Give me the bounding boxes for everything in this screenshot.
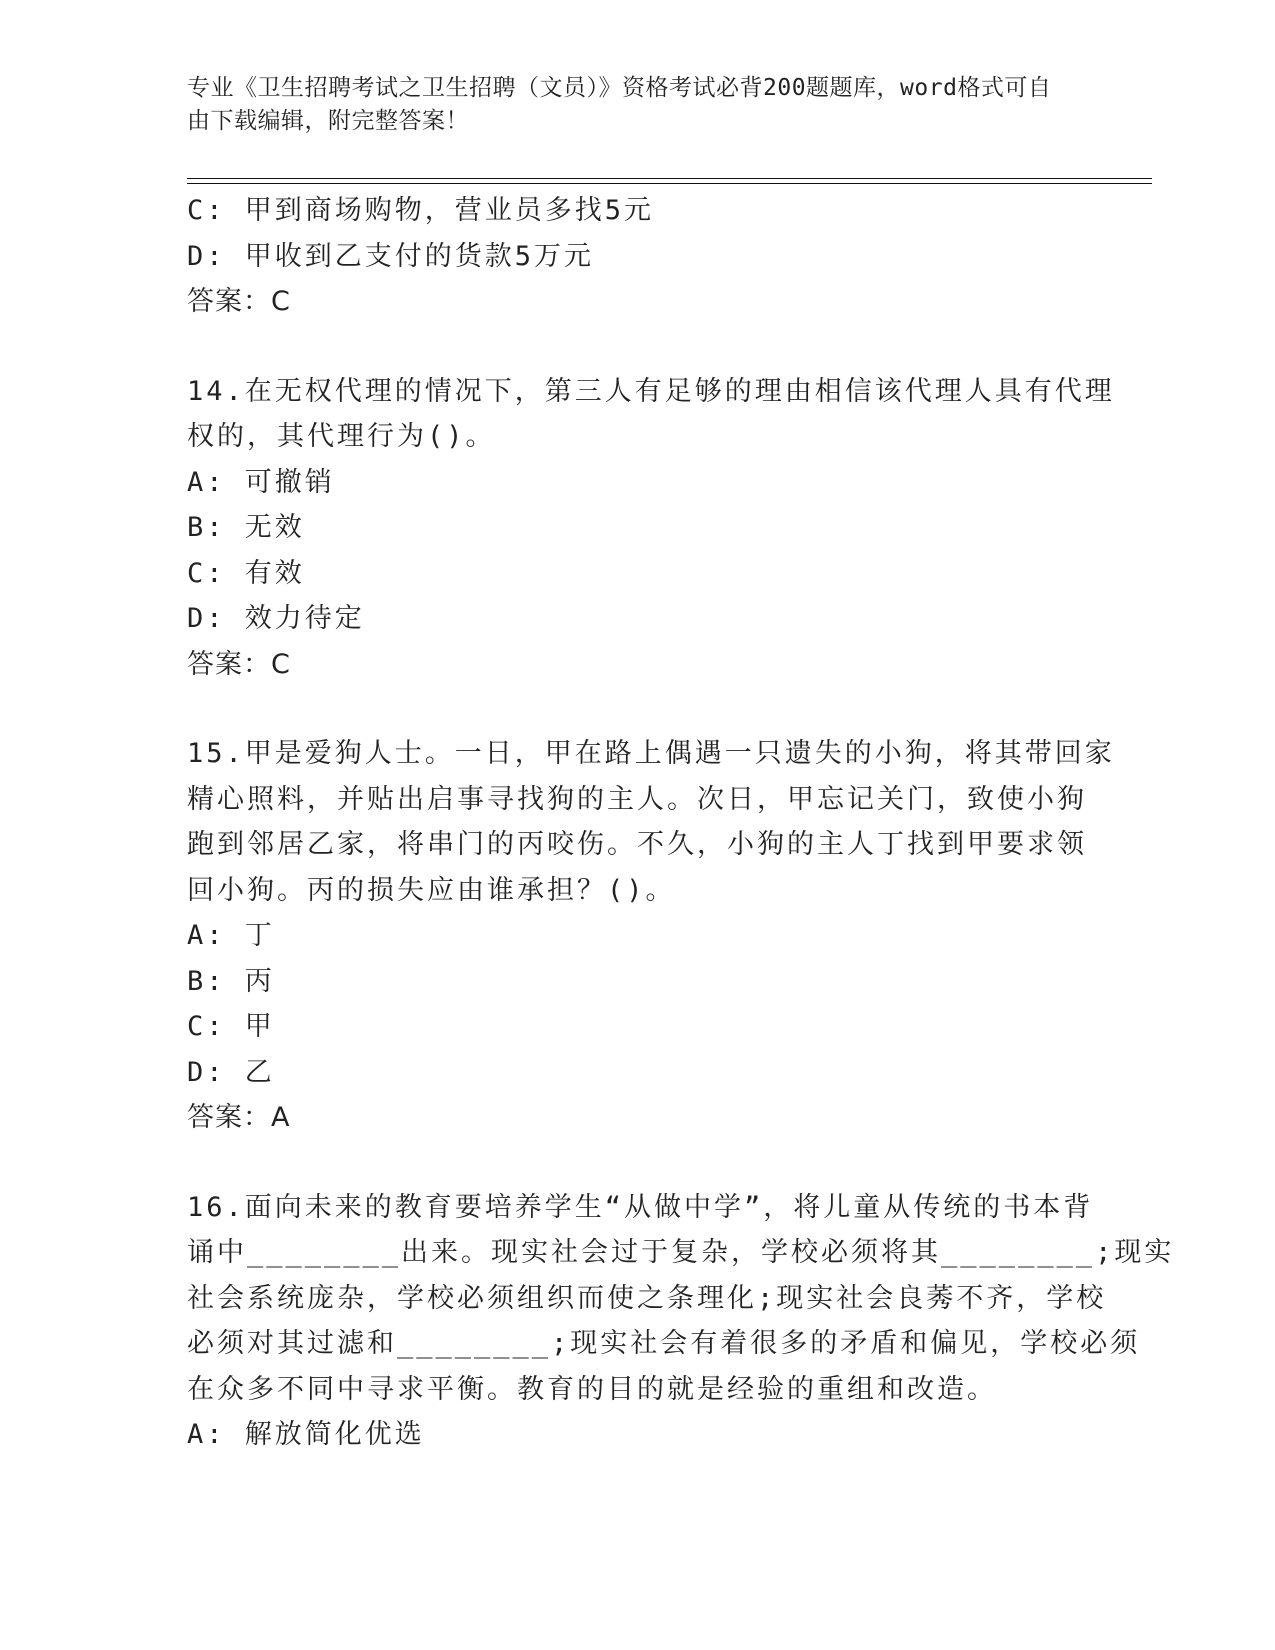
option-d: D: 效力待定 xyxy=(187,603,365,634)
option-a: A: 可撤销 xyxy=(187,466,335,498)
question-text-line: 15.甲是爱狗人士。一日，甲在路上偶遇一只遗失的小狗，将其带回家 xyxy=(187,738,1115,769)
question-block-15 xyxy=(187,731,1115,1141)
spacer xyxy=(187,687,1077,731)
header-text: 专业《卫生招聘考试之卫生招聘（文员）》资格考试必背200题题库，word格式可自由下载编辑，附完整答案！ xyxy=(187,75,1052,134)
option-c: C: 甲 xyxy=(187,1011,275,1042)
question-text-line: 14.在无权代理的情况下，第三人有足够的理由相信该代理人具有代理 xyxy=(187,375,1115,407)
document-header xyxy=(187,72,1067,138)
question-text-line: 精心照料，并贴出启事寻找狗的主人。次日，甲忘记关门，致使小狗 xyxy=(187,783,1087,815)
option-c: C: 有效 xyxy=(187,557,305,589)
header-rule-top xyxy=(187,178,1152,179)
question-text-line: 16.面向未来的教育要培养学生“从做中学”，将儿童从传统的书本背 xyxy=(187,1191,1094,1223)
option-c: C: 甲到商场购物，营业员多找5元 xyxy=(187,195,655,226)
option-b: B: 无效 xyxy=(187,512,305,543)
question-block-16 xyxy=(187,1185,1175,1458)
question-block-14 xyxy=(187,369,1115,688)
answer-line: 答案：A xyxy=(187,1102,291,1133)
question-text-line: 社会系统庞杂，学校必须组织而使之条理化;现实社会良莠不齐，学校 xyxy=(187,1282,1107,1314)
question-text-line: 跑到邻居乙家，将串门的丙咬伤。不久，小狗的主人丁找到甲要求领 xyxy=(187,829,1087,860)
option-b: B: 丙 xyxy=(187,965,275,997)
question-block-13 xyxy=(187,188,1077,325)
spacer xyxy=(187,325,1077,369)
question-text-line: 诵中________出来。现实社会过于复杂，学校必须将其________;现实 xyxy=(187,1237,1175,1268)
answer-line: 答案：C xyxy=(187,648,291,680)
question-text-line: 权的，其代理行为()。 xyxy=(187,421,496,452)
option-d: D: 甲收到乙支付的货款5万元 xyxy=(187,240,595,272)
question-text-line: 回小狗。丙的损失应由谁承担？()。 xyxy=(187,874,676,906)
header-rule-bottom xyxy=(187,183,1152,184)
option-d: D: 乙 xyxy=(187,1056,275,1088)
option-a: A: 丁 xyxy=(187,920,275,951)
question-list xyxy=(187,188,1175,1458)
option-a: A: 解放简化优选 xyxy=(187,1419,425,1450)
answer-line: 答案：C xyxy=(187,286,291,317)
question-text-line: 必须对其过滤和________;现实社会有着很多的矛盾和偏见，学校必须 xyxy=(187,1328,1141,1359)
spacer xyxy=(187,1141,1077,1185)
question-text-line: 在众多不同中寻求平衡。教育的目的就是经验的重组和改造。 xyxy=(187,1373,997,1405)
